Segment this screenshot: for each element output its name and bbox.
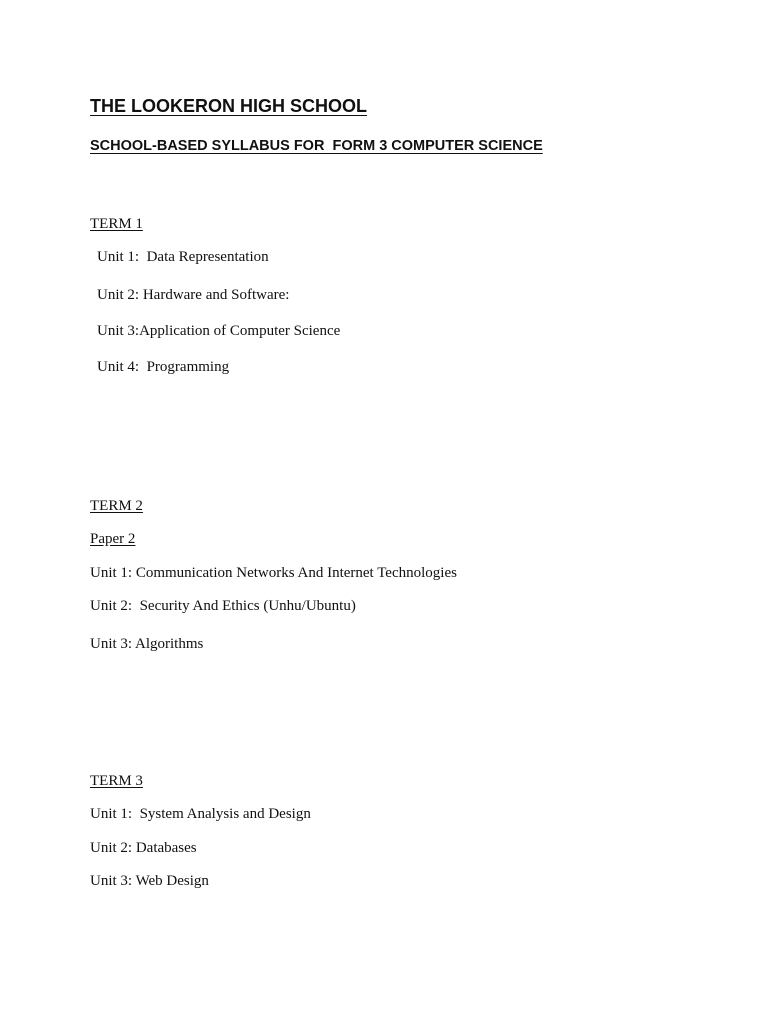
term2-heading: TERM 2 [90, 498, 143, 514]
term3-unit-2: Unit 2: Databases [90, 840, 197, 856]
term3-heading: TERM 3 [90, 773, 143, 789]
school-name-heading: THE LOOKERON HIGH SCHOOL [90, 96, 368, 116]
term1-unit-4: Unit 4: Programming [97, 359, 230, 375]
syllabus-title-heading: SCHOOL-BASED SYLLABUS FOR FORM 3 COMPUTER SCIENCE [90, 138, 543, 154]
term1-heading: TERM 1 [90, 216, 143, 232]
term2-unit-3: Unit 3: Algorithms [90, 636, 204, 652]
term1-unit-1: Unit 1: Data Representation [97, 249, 269, 265]
term2-unit-1: Unit 1: Communication Networks And Internet Technologies [90, 565, 457, 581]
term1-unit-3: Unit 3:Application of Computer Science [97, 323, 341, 339]
term2-paper-label: Paper 2 [90, 531, 136, 547]
term3-unit-3: Unit 3: Web Design [90, 873, 209, 889]
term3-unit-1: Unit 1: System Analysis and Design [90, 806, 311, 822]
term1-unit-2: Unit 2: Hardware and Software: [97, 287, 290, 303]
term2-unit-2: Unit 2: Security And Ethics (Unhu/Ubuntu) [90, 598, 356, 614]
